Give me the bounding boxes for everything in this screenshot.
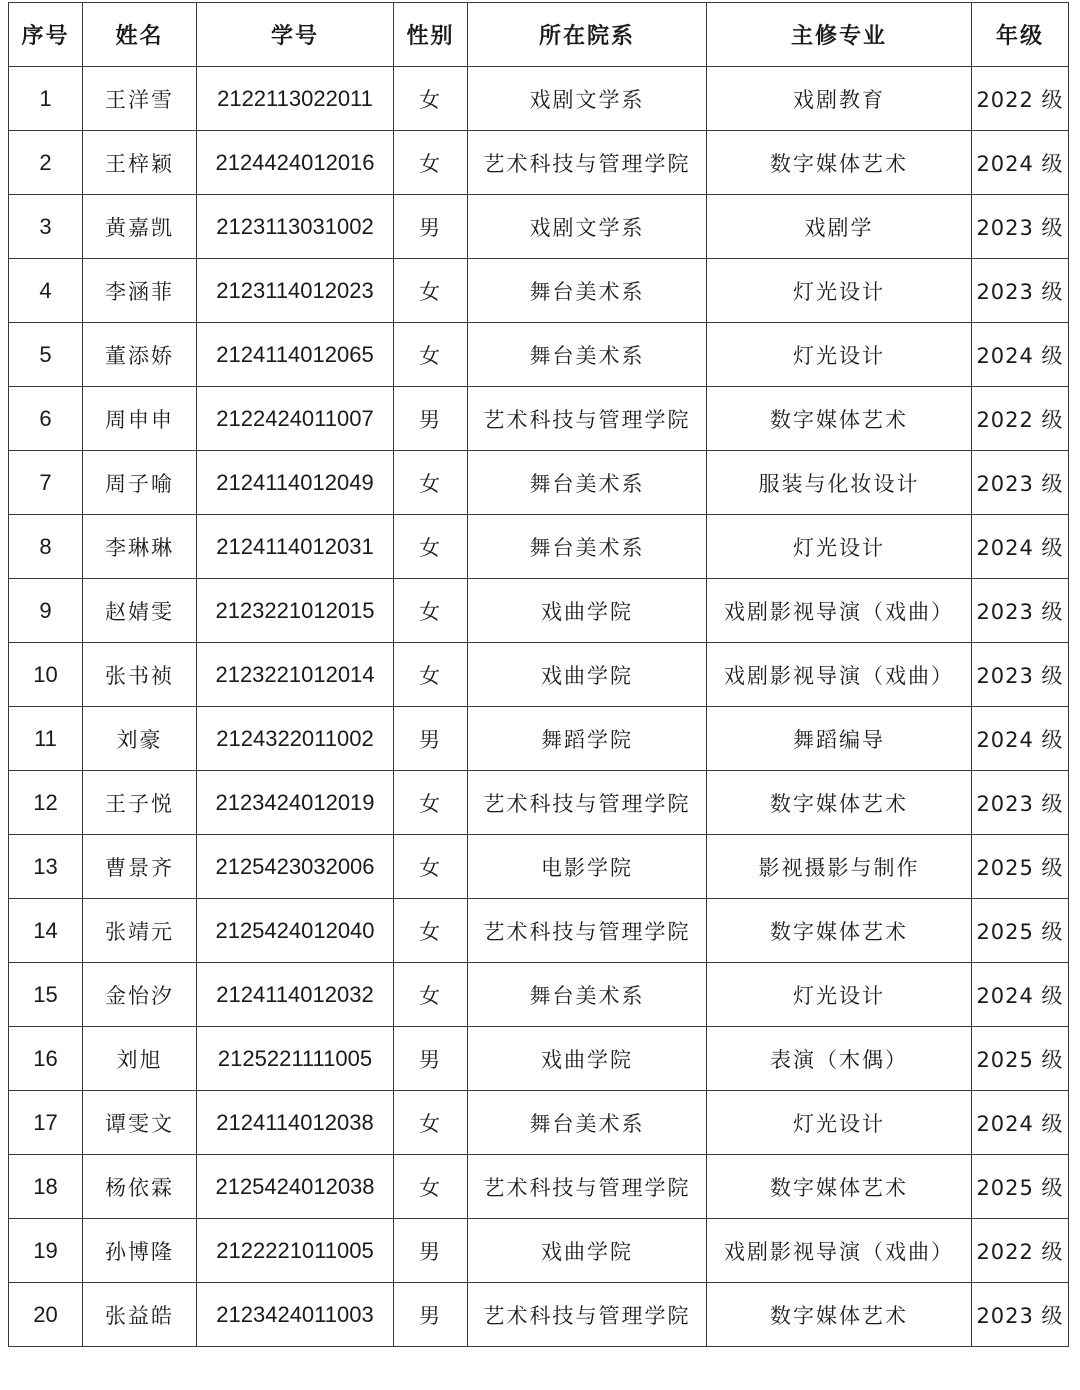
cell-department: 戏曲学院 — [468, 1027, 707, 1091]
header-gender: 性别 — [394, 3, 468, 67]
cell-grade: 2024 级 — [972, 131, 1069, 195]
cell-grade: 2025 级 — [972, 1155, 1069, 1219]
cell-gender: 女 — [394, 451, 468, 515]
cell-gender: 女 — [394, 1091, 468, 1155]
header-row — [9, 3, 1069, 67]
header-student-id: 学号 — [197, 3, 394, 67]
table-row — [9, 963, 1069, 1027]
cell-grade: 2024 级 — [972, 707, 1069, 771]
cell-name: 王子悦 — [83, 771, 197, 835]
table-row — [9, 771, 1069, 835]
cell-grade: 2024 级 — [972, 963, 1069, 1027]
cell-major: 戏剧影视导演（戏曲） — [707, 643, 972, 707]
cell-gender: 女 — [394, 323, 468, 387]
cell-grade: 2025 级 — [972, 835, 1069, 899]
cell-index: 1 — [9, 67, 83, 131]
cell-index: 9 — [9, 579, 83, 643]
cell-gender: 男 — [394, 707, 468, 771]
cell-student-id: 2124114012065 — [197, 323, 394, 387]
cell-department: 戏剧文学系 — [468, 67, 707, 131]
cell-major: 影视摄影与制作 — [707, 835, 972, 899]
cell-student-id: 2123221012014 — [197, 643, 394, 707]
cell-index: 14 — [9, 899, 83, 963]
cell-index: 18 — [9, 1155, 83, 1219]
cell-student-id: 2123424012019 — [197, 771, 394, 835]
header-department: 所在院系 — [468, 3, 707, 67]
cell-student-id: 2124424012016 — [197, 131, 394, 195]
cell-gender: 女 — [394, 67, 468, 131]
cell-name: 赵婧雯 — [83, 579, 197, 643]
cell-department: 艺术科技与管理学院 — [468, 771, 707, 835]
cell-gender: 女 — [394, 579, 468, 643]
cell-student-id: 2123113031002 — [197, 195, 394, 259]
cell-department: 艺术科技与管理学院 — [468, 387, 707, 451]
cell-major: 戏剧教育 — [707, 67, 972, 131]
cell-index: 11 — [9, 707, 83, 771]
cell-index: 8 — [9, 515, 83, 579]
cell-student-id: 2124114012031 — [197, 515, 394, 579]
table-header — [9, 3, 1069, 67]
cell-department: 艺术科技与管理学院 — [468, 1283, 707, 1347]
cell-student-id: 2124322011002 — [197, 707, 394, 771]
cell-name: 张益皓 — [83, 1283, 197, 1347]
cell-gender: 女 — [394, 835, 468, 899]
cell-student-id: 2123114012023 — [197, 259, 394, 323]
table-row — [9, 579, 1069, 643]
cell-department: 戏曲学院 — [468, 579, 707, 643]
cell-gender: 男 — [394, 1283, 468, 1347]
cell-student-id: 2125424012040 — [197, 899, 394, 963]
cell-index: 2 — [9, 131, 83, 195]
cell-department: 电影学院 — [468, 835, 707, 899]
cell-gender: 女 — [394, 771, 468, 835]
cell-index: 12 — [9, 771, 83, 835]
cell-grade: 2024 级 — [972, 515, 1069, 579]
table-row — [9, 643, 1069, 707]
cell-department: 艺术科技与管理学院 — [468, 899, 707, 963]
cell-name: 周子喻 — [83, 451, 197, 515]
cell-major: 数字媒体艺术 — [707, 1283, 972, 1347]
table-row — [9, 1219, 1069, 1283]
cell-grade: 2023 级 — [972, 1283, 1069, 1347]
cell-index: 7 — [9, 451, 83, 515]
cell-index: 13 — [9, 835, 83, 899]
cell-grade: 2023 级 — [972, 451, 1069, 515]
table-row — [9, 195, 1069, 259]
cell-major: 数字媒体艺术 — [707, 387, 972, 451]
cell-gender: 女 — [394, 963, 468, 1027]
table-row — [9, 387, 1069, 451]
cell-major: 数字媒体艺术 — [707, 771, 972, 835]
cell-index: 5 — [9, 323, 83, 387]
cell-index: 20 — [9, 1283, 83, 1347]
cell-name: 曹景齐 — [83, 835, 197, 899]
cell-department: 舞台美术系 — [468, 259, 707, 323]
cell-name: 刘豪 — [83, 707, 197, 771]
table-row — [9, 1155, 1069, 1219]
cell-index: 16 — [9, 1027, 83, 1091]
cell-student-id: 2123221012015 — [197, 579, 394, 643]
table-row — [9, 259, 1069, 323]
header-grade: 年级 — [972, 3, 1069, 67]
cell-gender: 男 — [394, 1027, 468, 1091]
cell-major: 数字媒体艺术 — [707, 131, 972, 195]
cell-name: 李琳琳 — [83, 515, 197, 579]
cell-department: 舞台美术系 — [468, 451, 707, 515]
cell-grade: 2025 级 — [972, 1027, 1069, 1091]
table-row — [9, 707, 1069, 771]
cell-gender: 女 — [394, 643, 468, 707]
cell-department: 戏曲学院 — [468, 1219, 707, 1283]
table-row — [9, 67, 1069, 131]
cell-name: 王洋雪 — [83, 67, 197, 131]
cell-name: 董添娇 — [83, 323, 197, 387]
cell-major: 舞蹈编导 — [707, 707, 972, 771]
cell-major: 灯光设计 — [707, 1091, 972, 1155]
cell-index: 17 — [9, 1091, 83, 1155]
table-row — [9, 899, 1069, 963]
cell-major: 戏剧影视导演（戏曲） — [707, 1219, 972, 1283]
cell-index: 15 — [9, 963, 83, 1027]
cell-department: 艺术科技与管理学院 — [468, 131, 707, 195]
cell-name: 金怡汐 — [83, 963, 197, 1027]
cell-major: 数字媒体艺术 — [707, 1155, 972, 1219]
table-row — [9, 1027, 1069, 1091]
cell-student-id: 2122113022011 — [197, 67, 394, 131]
cell-grade: 2023 级 — [972, 195, 1069, 259]
table-row — [9, 835, 1069, 899]
cell-major: 灯光设计 — [707, 515, 972, 579]
cell-student-id: 2124114012032 — [197, 963, 394, 1027]
cell-grade: 2024 级 — [972, 1091, 1069, 1155]
cell-grade: 2022 级 — [972, 67, 1069, 131]
cell-major: 灯光设计 — [707, 259, 972, 323]
cell-index: 4 — [9, 259, 83, 323]
cell-name: 黄嘉凯 — [83, 195, 197, 259]
cell-department: 舞台美术系 — [468, 323, 707, 387]
header-major: 主修专业 — [707, 3, 972, 67]
cell-department: 戏剧文学系 — [468, 195, 707, 259]
cell-student-id: 2122221011005 — [197, 1219, 394, 1283]
table-row — [9, 323, 1069, 387]
cell-name: 张书祯 — [83, 643, 197, 707]
cell-name: 王梓颖 — [83, 131, 197, 195]
cell-gender: 女 — [394, 259, 468, 323]
cell-gender: 女 — [394, 899, 468, 963]
cell-gender: 男 — [394, 195, 468, 259]
cell-major: 表演（木偶） — [707, 1027, 972, 1091]
cell-department: 艺术科技与管理学院 — [468, 1155, 707, 1219]
cell-name: 周申申 — [83, 387, 197, 451]
cell-student-id: 2123424011003 — [197, 1283, 394, 1347]
cell-grade: 2023 级 — [972, 771, 1069, 835]
cell-grade: 2022 级 — [972, 1219, 1069, 1283]
cell-name: 张靖元 — [83, 899, 197, 963]
cell-student-id: 2125221111005 — [197, 1027, 394, 1091]
cell-gender: 女 — [394, 1155, 468, 1219]
cell-gender: 男 — [394, 387, 468, 451]
cell-department: 舞台美术系 — [468, 963, 707, 1027]
table-body — [9, 67, 1069, 1347]
cell-department: 戏曲学院 — [468, 643, 707, 707]
cell-major: 服装与化妆设计 — [707, 451, 972, 515]
cell-index: 10 — [9, 643, 83, 707]
cell-major: 戏剧影视导演（戏曲） — [707, 579, 972, 643]
header-name: 姓名 — [83, 3, 197, 67]
cell-name: 谭雯文 — [83, 1091, 197, 1155]
cell-index: 19 — [9, 1219, 83, 1283]
cell-grade: 2024 级 — [972, 323, 1069, 387]
cell-major: 灯光设计 — [707, 963, 972, 1027]
table-row — [9, 451, 1069, 515]
cell-major: 灯光设计 — [707, 323, 972, 387]
cell-gender: 女 — [394, 131, 468, 195]
header-index: 序号 — [9, 3, 83, 67]
cell-grade: 2022 级 — [972, 387, 1069, 451]
cell-student-id: 2122424011007 — [197, 387, 394, 451]
cell-index: 6 — [9, 387, 83, 451]
cell-grade: 2025 级 — [972, 899, 1069, 963]
cell-student-id: 2125423032006 — [197, 835, 394, 899]
table-row — [9, 131, 1069, 195]
cell-name: 杨依霖 — [83, 1155, 197, 1219]
cell-major: 数字媒体艺术 — [707, 899, 972, 963]
student-roster-table — [8, 2, 1069, 1347]
cell-major: 戏剧学 — [707, 195, 972, 259]
cell-grade: 2023 级 — [972, 579, 1069, 643]
cell-gender: 女 — [394, 515, 468, 579]
cell-name: 李涵菲 — [83, 259, 197, 323]
table-row — [9, 515, 1069, 579]
cell-gender: 男 — [394, 1219, 468, 1283]
cell-department: 舞蹈学院 — [468, 707, 707, 771]
cell-name: 孙博隆 — [83, 1219, 197, 1283]
cell-department: 舞台美术系 — [468, 515, 707, 579]
cell-student-id: 2125424012038 — [197, 1155, 394, 1219]
cell-student-id: 2124114012038 — [197, 1091, 394, 1155]
cell-department: 舞台美术系 — [468, 1091, 707, 1155]
cell-name: 刘旭 — [83, 1027, 197, 1091]
table-row — [9, 1283, 1069, 1347]
cell-student-id: 2124114012049 — [197, 451, 394, 515]
cell-index: 3 — [9, 195, 83, 259]
cell-grade: 2023 级 — [972, 643, 1069, 707]
cell-grade: 2023 级 — [972, 259, 1069, 323]
table-row — [9, 1091, 1069, 1155]
